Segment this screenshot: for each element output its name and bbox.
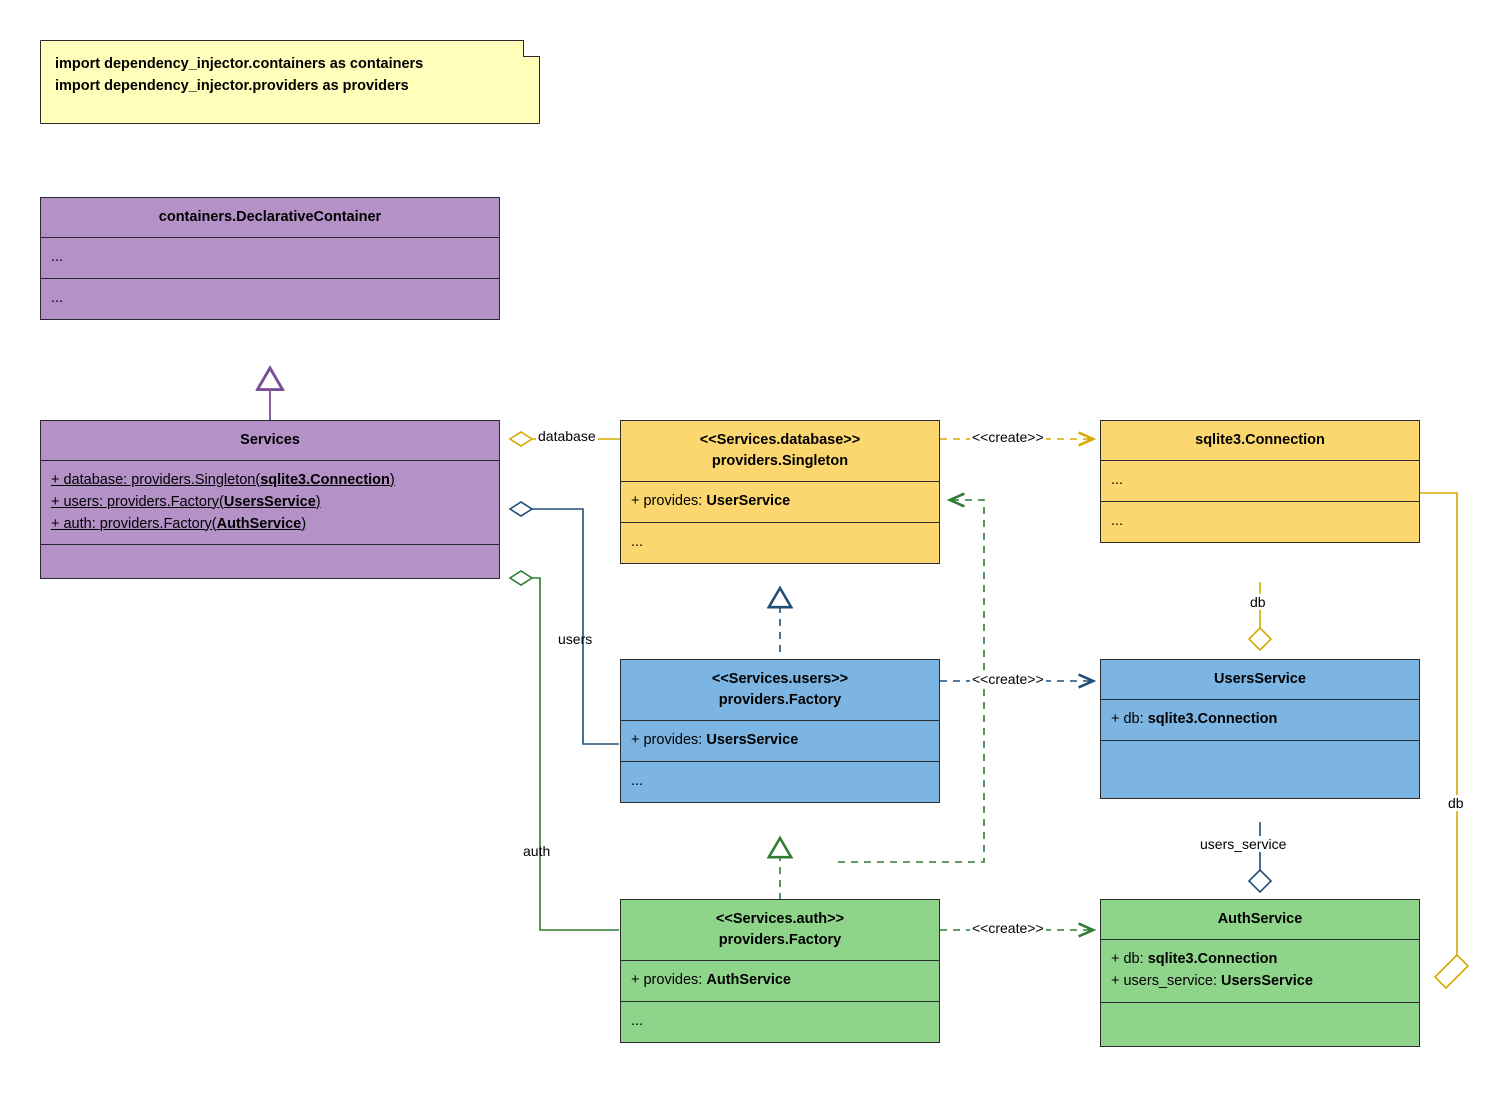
class-operations: ... [621,761,939,802]
class-attributes [41,460,499,544]
class-attributes: ... [1101,460,1419,501]
edge-label-db-auth: db [1448,795,1464,811]
class-operations [1101,1002,1419,1046]
class-stereotype: <<Services.database>> [699,432,861,448]
class-operations: ... [1101,501,1419,542]
class-title [621,660,939,720]
attribute-database: + database: providers.Singleton(sqlite3.Connection) [51,472,395,489]
class-services-users[interactable] [620,659,940,803]
edge-label-auth: auth [523,843,551,859]
class-name: providers.Singleton [711,453,849,470]
attribute-users-service: + users_service: UsersService [1111,972,1313,989]
class-services-database[interactable] [620,420,940,564]
class-title: AuthService [1217,911,1303,927]
edge-label-database: database [538,428,596,444]
attribute-db: + db: sqlite3.Connection [1111,951,1278,968]
edge-label-users-service: users_service [1200,836,1287,852]
class-attributes: ... [41,237,499,278]
class-title: containers.DeclarativeContainer [158,209,382,225]
class-attributes [1101,939,1419,1002]
class-name: providers.Factory [718,932,842,949]
edge-label-db-users: db [1250,594,1266,610]
class-operations [41,544,499,578]
class-attributes: + provides: AuthService [621,960,939,1001]
edge-label-create-database: <<create>> [972,429,1044,445]
note-fold-icon [523,40,540,57]
class-users-service[interactable] [1100,659,1420,799]
import-note [40,40,540,124]
class-services-auth[interactable] [620,899,940,1043]
class-title: UsersService [1214,671,1306,687]
attribute-users: + users: providers.Factory(UsersService) [51,493,321,510]
class-title: Services [240,432,300,448]
class-operations [1101,740,1419,798]
class-stereotype: <<Services.auth>> [715,911,845,927]
class-name: providers.Factory [718,692,842,709]
class-services[interactable] [40,420,500,579]
edge-label-create-users: <<create>> [972,671,1044,687]
attribute-auth: + auth: providers.Factory(AuthService) [51,515,307,532]
class-title: sqlite3.Connection [1195,432,1325,448]
note-line-2: import dependency_injector.providers as providers [55,78,409,95]
class-attributes: + provides: UserService [621,481,939,522]
class-stereotype: <<Services.users>> [711,671,849,687]
edge-label-create-auth: <<create>> [972,920,1044,936]
class-auth-service[interactable] [1100,899,1420,1047]
class-title [621,421,939,481]
class-attributes: + provides: UsersService [621,720,939,761]
note-line-1: import dependency_injector.containers as containers [55,56,424,72]
class-operations: ... [621,1001,939,1042]
class-operations: ... [41,278,499,319]
class-declarative-container[interactable] [40,197,500,320]
class-operations: ... [621,522,939,563]
class-attributes: + db: sqlite3.Connection [1101,699,1419,740]
class-sqlite3-connection[interactable] [1100,420,1420,543]
edge-label-users: users [558,631,593,647]
class-title [621,900,939,960]
